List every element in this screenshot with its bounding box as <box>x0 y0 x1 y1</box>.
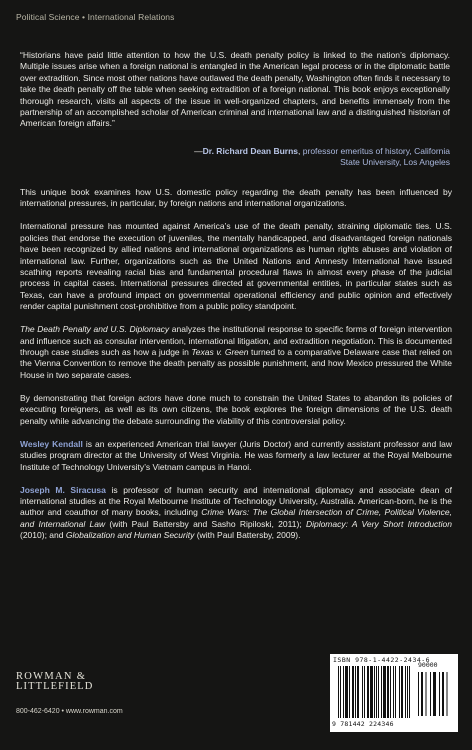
description-paragraph-1: This unique book examines how U.S. domestic policy regarding the death penalty has been influenced by international pressures, in particular, by foreign nations and international organizations. <box>20 187 452 209</box>
isbn-label: ISBN 978-1-4422-2434-6 <box>333 656 431 664</box>
book-title: The Death Penalty and U.S. Diplomacy <box>20 324 170 335</box>
author-bio-1 <box>20 439 452 473</box>
author-bio-text-1: is an experienced American trial lawyer (Juris Doctor) and currently assistant professor and law studies program director at the University of West Virginia. He was formerly a law lecturer at the Royal Melbourne Institute of Technology University’s Vietnam campus in Hanoi. <box>20 438 453 472</box>
bio2-book1: Crime Wars: The Global Intersection of Crime, Political Violence, and International Law <box>20 507 452 529</box>
case-name: Texas v. Green <box>191 347 249 358</box>
bio2-book3: Globalization and Human Security <box>65 530 195 541</box>
endorser-name: Dr. Richard Dean Burns <box>202 146 299 156</box>
publisher-line-2: LITTLEFIELD <box>16 681 94 692</box>
ean-digits: 9 781442 224346 <box>332 720 394 728</box>
author-name-1: Wesley Kendall <box>20 438 83 449</box>
attribution-dash: — <box>194 146 203 156</box>
publisher-logo <box>16 672 96 692</box>
endorser-title: professor emeritus of history, California State University, Los Angeles <box>302 146 450 168</box>
author-bio-2 <box>20 485 452 542</box>
bio2-book2: Diplomacy: A Very Short Introduction <box>305 518 453 529</box>
description-paragraph-2: International pressure has mounted against America’s use of the death penalty, straining diplomatic ties. U.S. policies that endorse the execution of juveniles, the mentally handicapped, and disadvantaged foreign nationals have been recognized by allied nations and international organizations as human rights abuses and violation of international law. Further, organizations such as the United Nations and Amnesty International have issued scathing reports revealing racial bias and fundamental procedural flaws in almost every phase of the judicial process in capital cases. International pressures directed at governmental entities, in particular states such as Texas, can have a profound impact on governmental operational efficiency and public opinion and effectively render capital punishment cost-prohibitive from a public policy standpoint. <box>20 221 452 312</box>
endorsement-attribution: —Dr. Richard Dean Burns, professor emeritus of history, California State University, Los Angeles <box>194 146 450 168</box>
bio2-a: is professor of human security and international diplomacy and associate dean of international studies at the Royal Melbourne Institute of Technology University, Australia. American-born, he is the author and coauthor of many books, including <box>20 484 452 518</box>
publisher-line-1: ROWMAN & <box>16 671 87 682</box>
bio2-c: (2010); and <box>20 530 66 541</box>
addon-digits: 90000 <box>418 661 438 669</box>
bio2-b: (with Paul Battersby and Sasho Ripiloski, 2011); <box>105 518 306 529</box>
p3-text-a: analyzes the institutional response to specific forms of foreign intervention and influence such as consular intervention, international litigation, and extradition negotiation. This is documented through case studies such as how a judge in <box>20 324 452 358</box>
barcode-bars <box>336 666 452 718</box>
endorsement-quote: “Historians have paid little attention to how the U.S. death penalty policy is linked to the nation’s diplomacy. Multiple issues arise when a foreign national is entangled in the American legal process or in the diplomatic battle over extradition. Since most other nations have outlawed the death penalty, Washington often finds it necessary to take the death penalty off the table when seeking extradition of a foreign national. This book enjoys exceptionally thorough research, visits all aspects of the issue in well-organized chapters, and benefits immensely from the partnership of an accomplished scholar of American criminal and international law and a distinguished historian of American foreign affairs.” <box>20 50 450 129</box>
publisher-contact: 800-462-6420 • www.rowman.com <box>16 708 123 715</box>
description-paragraph-3 <box>20 324 452 381</box>
description <box>20 187 452 553</box>
description-paragraph-4: By demonstrating that foreign actors have done much to constrain the United States to abandon its policies of executing foreigners, as well as its own citizens, the book explores the foreign dimensions of the U.S. death penalty while advancing the debate surrounding the viability of this controversial policy. <box>20 392 452 426</box>
category-label: Political Science • International Relations <box>16 12 175 22</box>
author-name-2: Joseph M. Siracusa <box>20 484 106 495</box>
p3-text-b: turned to a comparative Delaware case that relied on the Vienna Convention to remove the death penalty as possible punishment, and how Mexico pressured the White House in two separate cases. <box>20 347 452 380</box>
barcode <box>330 654 458 732</box>
bio2-d: (with Paul Battersby, 2009). <box>194 530 301 541</box>
